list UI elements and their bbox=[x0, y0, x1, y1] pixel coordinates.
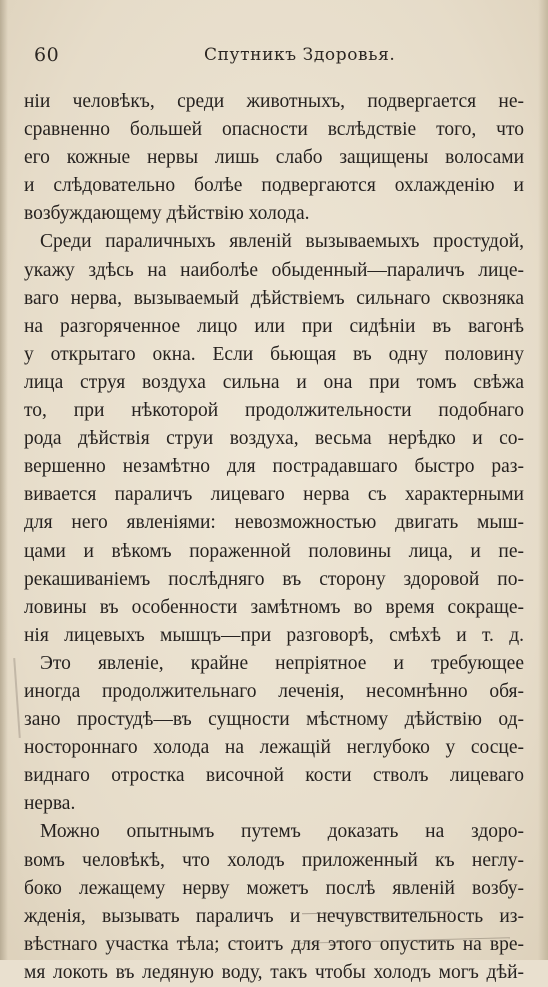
text-line: ваго нерва, вызываемый дѣйствiемъ сильнаго сквозняка bbox=[24, 287, 524, 309]
text-line: вѣстнаго участка тѣла; стоитъ для этого опустить на вре- bbox=[24, 933, 524, 955]
text-line: Это явленiе, крайне непрiятное и требующее bbox=[40, 652, 524, 674]
text-line: ностороннаго холода на лежащiй неглубоко у сосце- bbox=[24, 737, 524, 759]
page-header bbox=[34, 44, 518, 70]
pencil-margin-mark bbox=[13, 658, 21, 738]
page-edge-shadow-right bbox=[538, 0, 548, 960]
text-line: нiя лицевыхъ мышцъ—при разговорѣ, смѣхѣ и т. д. bbox=[24, 624, 524, 646]
text-line: вершенно незамѣтно для пострадавшаго быстро раз- bbox=[24, 456, 524, 478]
text-line: иногда продолжительнаго леченiя, несомнѣнно обя- bbox=[24, 680, 524, 702]
text-line: и слѣдовательно болѣе подвергаются охлажденiю и bbox=[24, 175, 524, 197]
text-line: рекашиванiемъ послѣдняго въ сторону здоровой по- bbox=[24, 568, 524, 590]
text-line: ловины въ особенности замѣтномъ во время сокраще- bbox=[24, 596, 524, 618]
text-line: то, при нѣкоторой продолжительности подобнаго bbox=[24, 400, 524, 422]
text-line: жденiя, вызывать параличъ и нечувствительность из- bbox=[24, 905, 524, 927]
text-line: для него явленiями: невозможностью двигать мыш- bbox=[24, 512, 524, 534]
text-line: зано простудѣ—въ сущности мѣстному дѣйствiю од- bbox=[24, 709, 524, 731]
text-line: боко лежащему нерву можетъ послѣ явленiй возбу- bbox=[24, 877, 524, 899]
text-line: вивается параличъ лицеваго нерва съ характерными bbox=[24, 484, 524, 506]
text-line: укажу здѣсь на наиболѣе обыденный—параличъ лице- bbox=[24, 259, 524, 281]
text-line: цами и вѣкомъ пораженной половины лица, и пе- bbox=[24, 540, 524, 562]
running-title: Спутникъ Здоровья. bbox=[204, 45, 396, 65]
body-text bbox=[24, 88, 524, 987]
text-line: лица струя воздуха сильна и она при томъ свѣжа bbox=[24, 371, 524, 393]
text-line: Можно опытнымъ путемъ доказать на здоро- bbox=[40, 821, 524, 843]
page-number: 60 bbox=[34, 44, 60, 66]
text-line: рода дѣйствiя струи воздуха, весьма нерѣдко и со- bbox=[24, 428, 524, 450]
text-line: вомъ человѣкѣ, что холодъ приложенный къ неглу- bbox=[24, 849, 524, 871]
text-line: нерва. bbox=[24, 793, 76, 815]
text-line: Среди параличныхъ явленiй вызываемыхъ простудой, bbox=[40, 231, 524, 253]
page-edge-shadow-left bbox=[0, 0, 8, 960]
text-line: его кожные нервы лишь слабо защищены волосами bbox=[24, 147, 524, 169]
text-line: мя локоть въ ледяную воду, такъ чтобы холодъ могъ дѣй- bbox=[24, 961, 524, 983]
text-line: на разгоряченное лицо или при сидѣнiи въ вагонѣ bbox=[24, 315, 524, 337]
text-line: у открытаго окна. Если бьющая въ одну половину bbox=[24, 343, 524, 365]
text-line: сравненно большей опасности вслѣдствiе того, что bbox=[24, 119, 524, 141]
text-line: виднаго отростка височной кости стволъ лицеваго bbox=[24, 765, 524, 787]
text-line: возбуждающему дѣйствiю холода. bbox=[24, 203, 310, 225]
text-line: нiи человѣкъ, среди животныхъ, подвергается не- bbox=[24, 91, 524, 112]
